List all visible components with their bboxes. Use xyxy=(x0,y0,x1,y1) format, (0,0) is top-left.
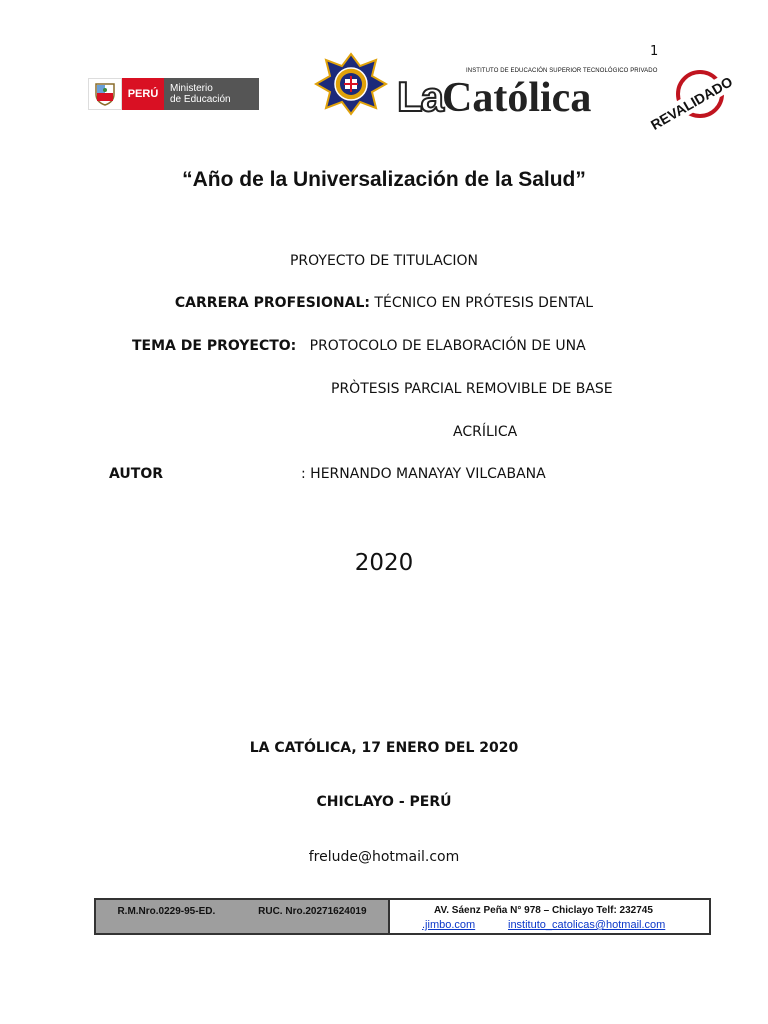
email: frelude@hotmail.com xyxy=(308,849,460,865)
project-heading: PROYECTO DE TITULACION xyxy=(289,253,479,269)
author-value: : HERNANDO MANAYAY VILCABANA xyxy=(301,466,546,482)
footer-ruc: RUC. Nro.20271624019 xyxy=(258,906,367,917)
topic-label: TEMA DE PROYECTO: xyxy=(132,338,297,354)
logo-la: La xyxy=(397,73,443,120)
footer-registration xyxy=(96,900,390,933)
peru-label: PERÚ xyxy=(122,78,164,110)
footer-rm: R.M.Nro.0229-95-ED. xyxy=(117,906,216,917)
ministry-name xyxy=(164,78,259,110)
footer-email-link[interactable]: instituto_catolicas@hotmail.com xyxy=(508,919,666,931)
ministry-logo xyxy=(88,78,259,110)
ministry-line2: de Educación xyxy=(170,94,231,105)
logo-c: C xyxy=(442,75,473,121)
year-motto: “Año de la Universalización de la Salud” xyxy=(182,168,586,191)
career-line xyxy=(0,295,768,311)
institute-subtitle: INSTITUTO DE EDUCACIÓN SUPERIOR TECNOLÓGICO PRIVADO xyxy=(466,68,658,74)
footer-address: AV. Sáenz Peña N° 978 – Chiclayo Telf: 232745 xyxy=(434,905,653,916)
ministry-line1: Ministerio xyxy=(170,83,213,94)
revalidado-stamp xyxy=(650,70,734,134)
topic-value-line1: PROTOCOLO DE ELABORACIÓN DE UNA xyxy=(309,338,586,354)
page-number: 1 xyxy=(650,44,659,59)
topic-value-line2: PRÒTESIS PARCIAL REMOVIBLE DE BASE xyxy=(331,381,613,397)
city-country: CHICLAYO - PERÚ xyxy=(316,794,452,810)
footer-website-link[interactable]: .jimbo.com xyxy=(422,919,476,931)
place-date: LA CATÓLICA, 17 ENERO DEL 2020 xyxy=(249,740,519,756)
author-label: AUTOR xyxy=(109,466,164,482)
la-catolica-logo xyxy=(397,73,592,121)
institute-emblem-icon xyxy=(314,52,388,116)
logo-catolica: atólica xyxy=(472,75,592,121)
topic-line xyxy=(132,338,586,354)
peru-shield-icon xyxy=(88,78,122,110)
year: 2020 xyxy=(354,550,414,576)
career-label: CARRERA PROFESIONAL: xyxy=(174,295,370,311)
footer-box xyxy=(94,898,711,935)
topic-value-line3: ACRÍLICA xyxy=(453,424,518,440)
career-value: TÉCNICO EN PRÓTESIS DENTAL xyxy=(374,295,594,311)
footer-contact xyxy=(390,900,709,933)
stamp-text: REVALIDADO xyxy=(650,73,734,133)
